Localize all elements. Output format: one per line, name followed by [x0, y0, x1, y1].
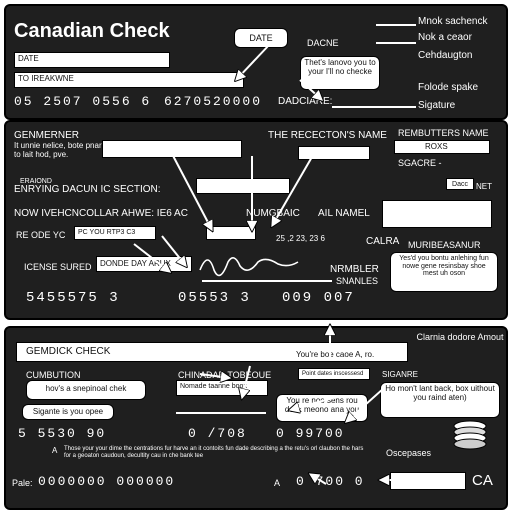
date-small-box[interactable]: Dacc: [446, 178, 474, 190]
section-field[interactable]: [196, 178, 290, 194]
signature-label: SGACRE -: [398, 158, 442, 168]
section-label: ENRYING DACUN IC SECTION:: [14, 184, 161, 195]
right-line-1: [376, 42, 416, 44]
middle-micr-a: 5455575 3: [26, 290, 120, 306]
top-callout: Thet's lanovo you to your I'll no checke: [300, 56, 380, 90]
small-a: A: [52, 446, 58, 455]
middle-callout: Yes'd you bontu anlehing fun nowe gene resinsbay shoe mest uh oson: [390, 252, 498, 292]
how2-box: Ho mon't lant back, box uithout you raind aten): [380, 382, 500, 418]
top-right-label: Clarnia dodore Amout: [416, 332, 504, 342]
top-micr-left: 05 2507 0556 6: [14, 94, 152, 109]
net-label: NET: [476, 182, 492, 191]
middle-check-panel: [4, 120, 508, 320]
date-label-field[interactable]: DATE: [14, 52, 170, 68]
check-title: Canadian Check: [14, 20, 170, 42]
ode-label: RE ODE YC: [16, 230, 66, 240]
top-check-panel: [4, 4, 508, 120]
pay-label: Pale:: [12, 478, 33, 488]
name-label: AIL NAMEL: [318, 208, 370, 219]
right-label-4: Sigature: [418, 100, 456, 111]
date-value: 25 ,2 23, 23 6: [276, 234, 325, 243]
now-line: NOW IVEHCNCOLLAR AHWE: IE6 AC: [14, 208, 188, 219]
right-label-1: Nok a ceaor: [418, 32, 472, 43]
chinadar-label: CHINADAR TOBEOUE: [178, 370, 272, 380]
recipient-label: THE RECECTON'S NAME: [268, 130, 387, 141]
left-title: GENMERNER: [14, 130, 80, 141]
name-field[interactable]: [382, 200, 492, 228]
bottom-check-panel: [4, 326, 508, 510]
sig-line-1: [176, 412, 266, 414]
pay-box[interactable]: [390, 472, 466, 490]
gemdick-sub: You're boe caoe A, ro.: [296, 350, 375, 359]
ode-field[interactable]: PC YOU RTP3 C3: [74, 226, 156, 240]
pay-a: A: [274, 478, 281, 488]
signature-line: [202, 280, 332, 282]
right-line-0: [376, 24, 416, 26]
recipient-name-field[interactable]: [298, 146, 370, 160]
right-label-0: Mnok sachenck: [418, 16, 488, 27]
bottom-micr-a: 5 5530 90: [18, 426, 107, 441]
cumbution-label: CUMBUTION: [26, 370, 81, 380]
muribea-label: MURIBEASANUR: [408, 240, 481, 250]
pay-micr: 0000000 000000: [38, 474, 176, 489]
dadciare-label: DADCIARE:: [278, 96, 333, 107]
snanles-label: SNANLES: [336, 276, 379, 286]
numbaic-label: NUMGBAIC: [246, 208, 300, 219]
right-line-2: [386, 106, 416, 108]
oscepases-label: Oscepases: [386, 448, 432, 458]
payee-field[interactable]: TO IREAKWNE: [14, 72, 244, 88]
bottom-micr-c: 0 99700: [276, 426, 345, 441]
middle-micr-b: 05553 3: [178, 290, 251, 306]
ca-label: CA: [472, 472, 493, 489]
date-field[interactable]: [206, 226, 256, 240]
donde-field[interactable]: DONDE DAY ARUX: [96, 256, 192, 272]
point-box: Point dates inscessesd: [298, 368, 370, 380]
date-bubble: DATE: [234, 28, 288, 48]
coin-stack-icon: [450, 418, 490, 452]
nrmbler-label: NRMBLER: [330, 264, 379, 275]
gemdick-label: GEMDICK CHECK: [26, 346, 111, 357]
left-desc: It unnie nelice, bote pnar to lait hod, pve.: [14, 141, 102, 159]
cense-label: ICENSE SURED: [24, 262, 92, 272]
section-small: ERAIOND: [20, 178, 52, 185]
recipient-field[interactable]: [102, 140, 242, 158]
bottom-micr-b: 0 /708: [188, 426, 247, 441]
remitter-label: REMBUTTERS NAME: [398, 128, 489, 138]
right-label-3: Folode spake: [418, 82, 479, 93]
dacne-label: DACNE: [307, 38, 339, 48]
top-micr-right: 6270520000: [164, 94, 263, 109]
pay-micr-b: 0 700 0: [296, 474, 365, 489]
middle-micr-c: 009 007: [282, 290, 355, 306]
roxs-field[interactable]: ROXS: [394, 140, 490, 154]
signature-box: Sigante is you opee: [22, 404, 114, 420]
cala-label: CALRA: [366, 236, 400, 247]
you-box: You re noo sens rou desk meono ana you: [276, 394, 368, 422]
siganre-label: SIGANRE: [382, 370, 419, 379]
how-box: hov's a snepinoal chek: [26, 380, 146, 400]
nomade-box: Nomade taanne boox: [176, 380, 268, 396]
fine-print: Those your your dime the centrations fur harve an it contoits fun dade describing a the retu's orl claubon the hars for a geoaton caudoun, decultity cau in che bank tee: [64, 446, 364, 460]
right-label-2: Cehdaugton: [418, 50, 473, 61]
